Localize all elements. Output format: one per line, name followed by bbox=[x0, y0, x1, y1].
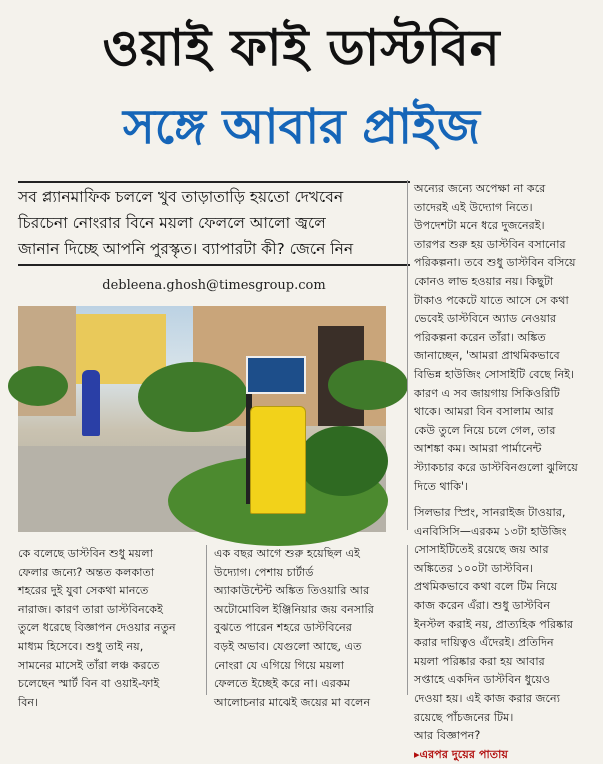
photo-hedge bbox=[298, 426, 388, 496]
deck bbox=[18, 184, 410, 262]
photo-hedge bbox=[328, 360, 408, 410]
text-line: সিলভার স্প্রিং, সানরাইজ টাওয়ার, bbox=[414, 506, 566, 519]
text-line: কাজ করেন এঁরা। শুধু ডাস্টবিন bbox=[414, 598, 551, 612]
photo-ad-sign bbox=[246, 356, 306, 394]
photo-person bbox=[82, 370, 100, 436]
deck-top-rule bbox=[18, 181, 410, 183]
article-photo bbox=[18, 306, 386, 532]
text-line: ইনস্টল করাই নয়, প্রাত্যহিক পরিষ্কার bbox=[414, 617, 574, 631]
text-line: অন্যের জন্যে অপেক্ষা না করে bbox=[414, 182, 546, 195]
text-line: আশঙ্কা কম। আমরা পার্মানেন্ট bbox=[414, 442, 542, 456]
column-divider bbox=[206, 545, 207, 695]
text-line: এক বছর আগে শুরু হয়েছিল এই bbox=[214, 547, 360, 560]
text-line: বিন। bbox=[18, 695, 39, 709]
text-line: পরিকল্পনা করেন তাঁরা। অঙ্কিত bbox=[414, 330, 546, 344]
headline-line-2: সঙ্গে আবার প্রাইজ bbox=[123, 99, 480, 155]
text-line: কোনও লাভ হওয়ার নয়। কিছুটা bbox=[414, 274, 554, 288]
photo-hedge bbox=[8, 366, 68, 406]
article-column-lower-right bbox=[414, 504, 590, 764]
text-line: অ্যাকাউন্টেন্ট অঙ্কিত তিওয়ারি আর bbox=[214, 584, 370, 598]
text-line: বুঝতে পারেন শহরে ডাস্টবিনের bbox=[214, 621, 352, 635]
text-line: নোংরা যে এগিয়ে গিয়ে ময়লা bbox=[214, 658, 345, 672]
text-line: অটোমোবিল ইঞ্জিনিয়ার জয় বনসারি bbox=[214, 602, 374, 616]
text-line: উদ্যোগ। পেশায় চার্টার্ড bbox=[214, 565, 314, 579]
column-divider bbox=[407, 545, 408, 695]
deck-line: সব প্ল্যানমাফিক চললে খুব তাড়াতাড়ি হয়তো দেখবেন bbox=[18, 188, 344, 206]
text-line: করার দায়িত্বও এঁদেরই। প্রতিদিন bbox=[414, 636, 554, 650]
deck-line: চিরচেনা নোংরার বিনে ময়লা ফেললে আলো জ্বলে bbox=[18, 214, 326, 232]
text-line: মাধ্যম হিসেবে। শুধু তাই নয়, bbox=[18, 639, 144, 653]
deck-bottom-rule bbox=[18, 264, 410, 266]
text-line: ময়লা পরিষ্কার করা হয় আবার bbox=[414, 654, 545, 668]
text-line: থাকে। আমরা বিন বসালাম আর bbox=[414, 405, 554, 419]
text-line: চলেছেন স্মার্ট বিন বা ওয়াই-ফাই bbox=[18, 677, 160, 691]
column-divider bbox=[407, 180, 408, 530]
text-line: সোসাইটিতেই রয়েছে জয় আর bbox=[414, 543, 549, 557]
text-line: পরিকল্পনা। তবে শুধু ডাস্টবিন বসিয়ে bbox=[414, 256, 576, 270]
text-line: রয়েছে পাঁচজনের টিম। bbox=[414, 710, 514, 724]
text-line: তুলে ধরেছে বিজ্ঞাপন দেওয়ার নতুন bbox=[18, 621, 176, 635]
text-line: ফেলতে ইচ্ছেই করে না। এরকম bbox=[214, 677, 350, 691]
text-line: উপদেশটা মনে ধরে দুজনেরই। bbox=[414, 219, 545, 233]
byline-email: debleena.ghosh@timesgroup.com bbox=[102, 278, 326, 293]
text-line: সপ্তাহে একদিন ডাস্টবিন ধুয়েও bbox=[414, 673, 551, 687]
text-line: স্ট্যাকচার করে ডাস্টবিনগুলো ঝুলিয়ে bbox=[414, 460, 578, 474]
text-line: প্রথমিকভাবে কথা বলে টিম নিয়ে bbox=[414, 580, 558, 594]
text-line: দিতে থাকি'। bbox=[414, 479, 469, 493]
article-column-2 bbox=[214, 545, 400, 712]
text-line: জানাচ্ছেন, 'আমরা প্রাথমিকভাবে bbox=[414, 349, 560, 363]
article-column-right bbox=[414, 180, 590, 496]
text-line: কেউ তুলে নিয়ে চলে গেল, তার bbox=[414, 423, 556, 437]
text-line: সামনের মাসেই তাঁরা লঞ্চ করতে bbox=[18, 658, 160, 672]
text-line: অঙ্কিতের ১০০টা ডাস্টবিন। bbox=[414, 561, 533, 575]
text-line: কে বলেছে ডাস্টবিন শুধু ময়লা bbox=[18, 547, 153, 560]
text-line: নারাজ। কারণ তারা ডাস্টবিনকেই bbox=[18, 602, 163, 616]
text-line: বড়ই অভাব। যেগুলো আছে, এত bbox=[214, 639, 362, 653]
text-line: দেওয়া হয়। এই কাজ করার জন্যে bbox=[414, 691, 560, 705]
text-line: বিভিন্ন হাউজিং সোসাইটি বেছে নিই। bbox=[414, 367, 575, 381]
text-line: ভেবেই ডাস্টবিনে অ্যাড নেওয়ার bbox=[414, 312, 557, 326]
text-line: তারপর শুরু হয় ডাস্টবিন বসানোর bbox=[414, 237, 566, 251]
text-line: কারণ এ সব জায়গায় সিকিওরিটি bbox=[414, 386, 560, 400]
headline-line-1: ওয়াই ফাই ডাস্টবিন bbox=[102, 18, 501, 77]
continued-on-page-jump: ▸এরপর দুয়ের পাতায় bbox=[414, 747, 509, 761]
text-line: আর বিজ্ঞাপন? bbox=[414, 729, 481, 743]
jump-label: এরপর দুয়ের পাতায় bbox=[419, 747, 509, 761]
text-line: ফেলার জন্যে? অন্তত কলকাতা bbox=[18, 565, 155, 579]
photo-yellow-dustbin bbox=[250, 406, 306, 514]
photo-hedge bbox=[138, 362, 248, 432]
text-line: আলোচনার মাঝেই জয়ের মা বলেন bbox=[214, 695, 371, 709]
article-column-1 bbox=[18, 545, 200, 712]
text-line: এনবিসিসি—এরকম ১৩টা হাউজিং bbox=[414, 524, 567, 538]
text-line: টাকাও পকেটে যাতে আসে সে কথা bbox=[414, 293, 569, 307]
text-line: শহরের দুই যুবা সেকথা মানতে bbox=[18, 584, 149, 598]
deck-line: জানান দিচ্ছে আপনি পুরস্কৃত। ব্যাপারটা কী? জেনে নিন bbox=[18, 240, 354, 258]
text-line: তাদেরই এই উদ্যোগ নিতে। bbox=[414, 200, 533, 214]
